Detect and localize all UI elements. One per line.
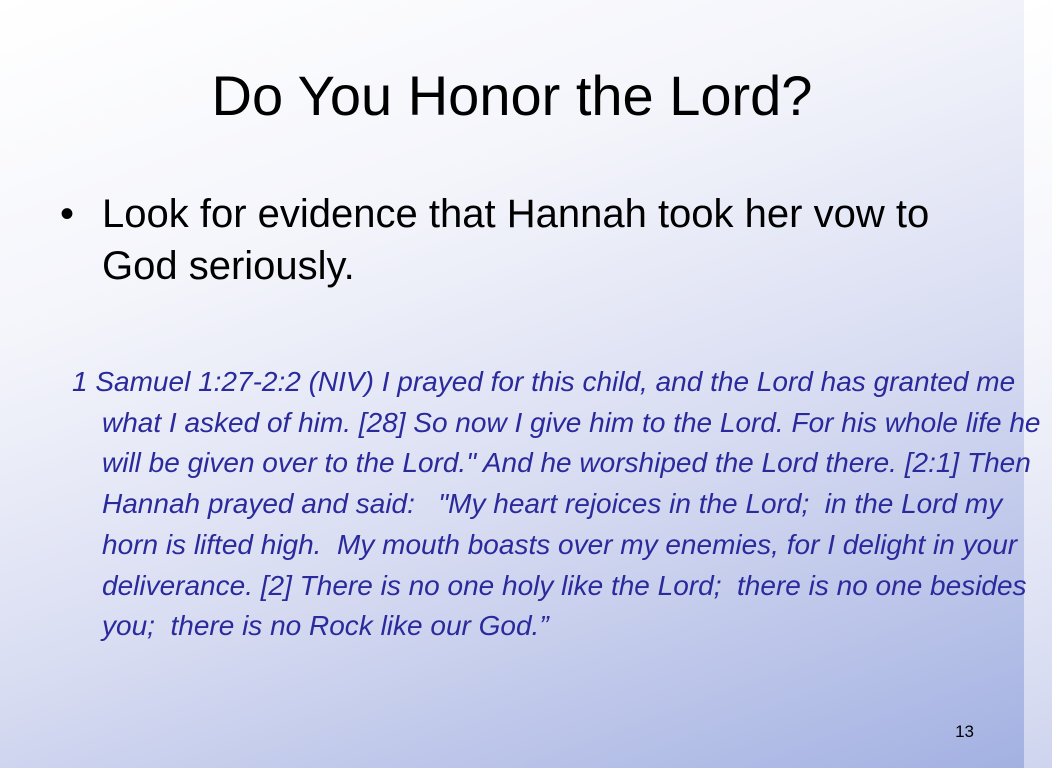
slide-number: 13 bbox=[955, 722, 974, 741]
bullet-text: Look for evidence that Hannah took her vow to God seriously. bbox=[102, 192, 930, 288]
slide-title: Do You Honor the Lord? bbox=[211, 64, 813, 127]
bullet-marker: • bbox=[60, 192, 75, 236]
scripture-quote: 1 Samuel 1:27-2:2 (NIV) I prayed for this child, and the Lord has granted me what I asked of him. [28] So now I give him to the Lord. For his whole life he will be given over to the Lord." And he worshiped the Lord there. [2:1] Then Hannah prayed and said: "My heart rejoices in the Lord; in the Lord my horn is lifted high. My mouth boasts over my enemies, for I delight in your deliverance. [2] There is no one holy like the Lord; there is no one besides you; there is no Rock like our God.” bbox=[72, 366, 1049, 642]
bullet-list bbox=[60, 188, 1010, 292]
bullet-item bbox=[60, 188, 1010, 292]
